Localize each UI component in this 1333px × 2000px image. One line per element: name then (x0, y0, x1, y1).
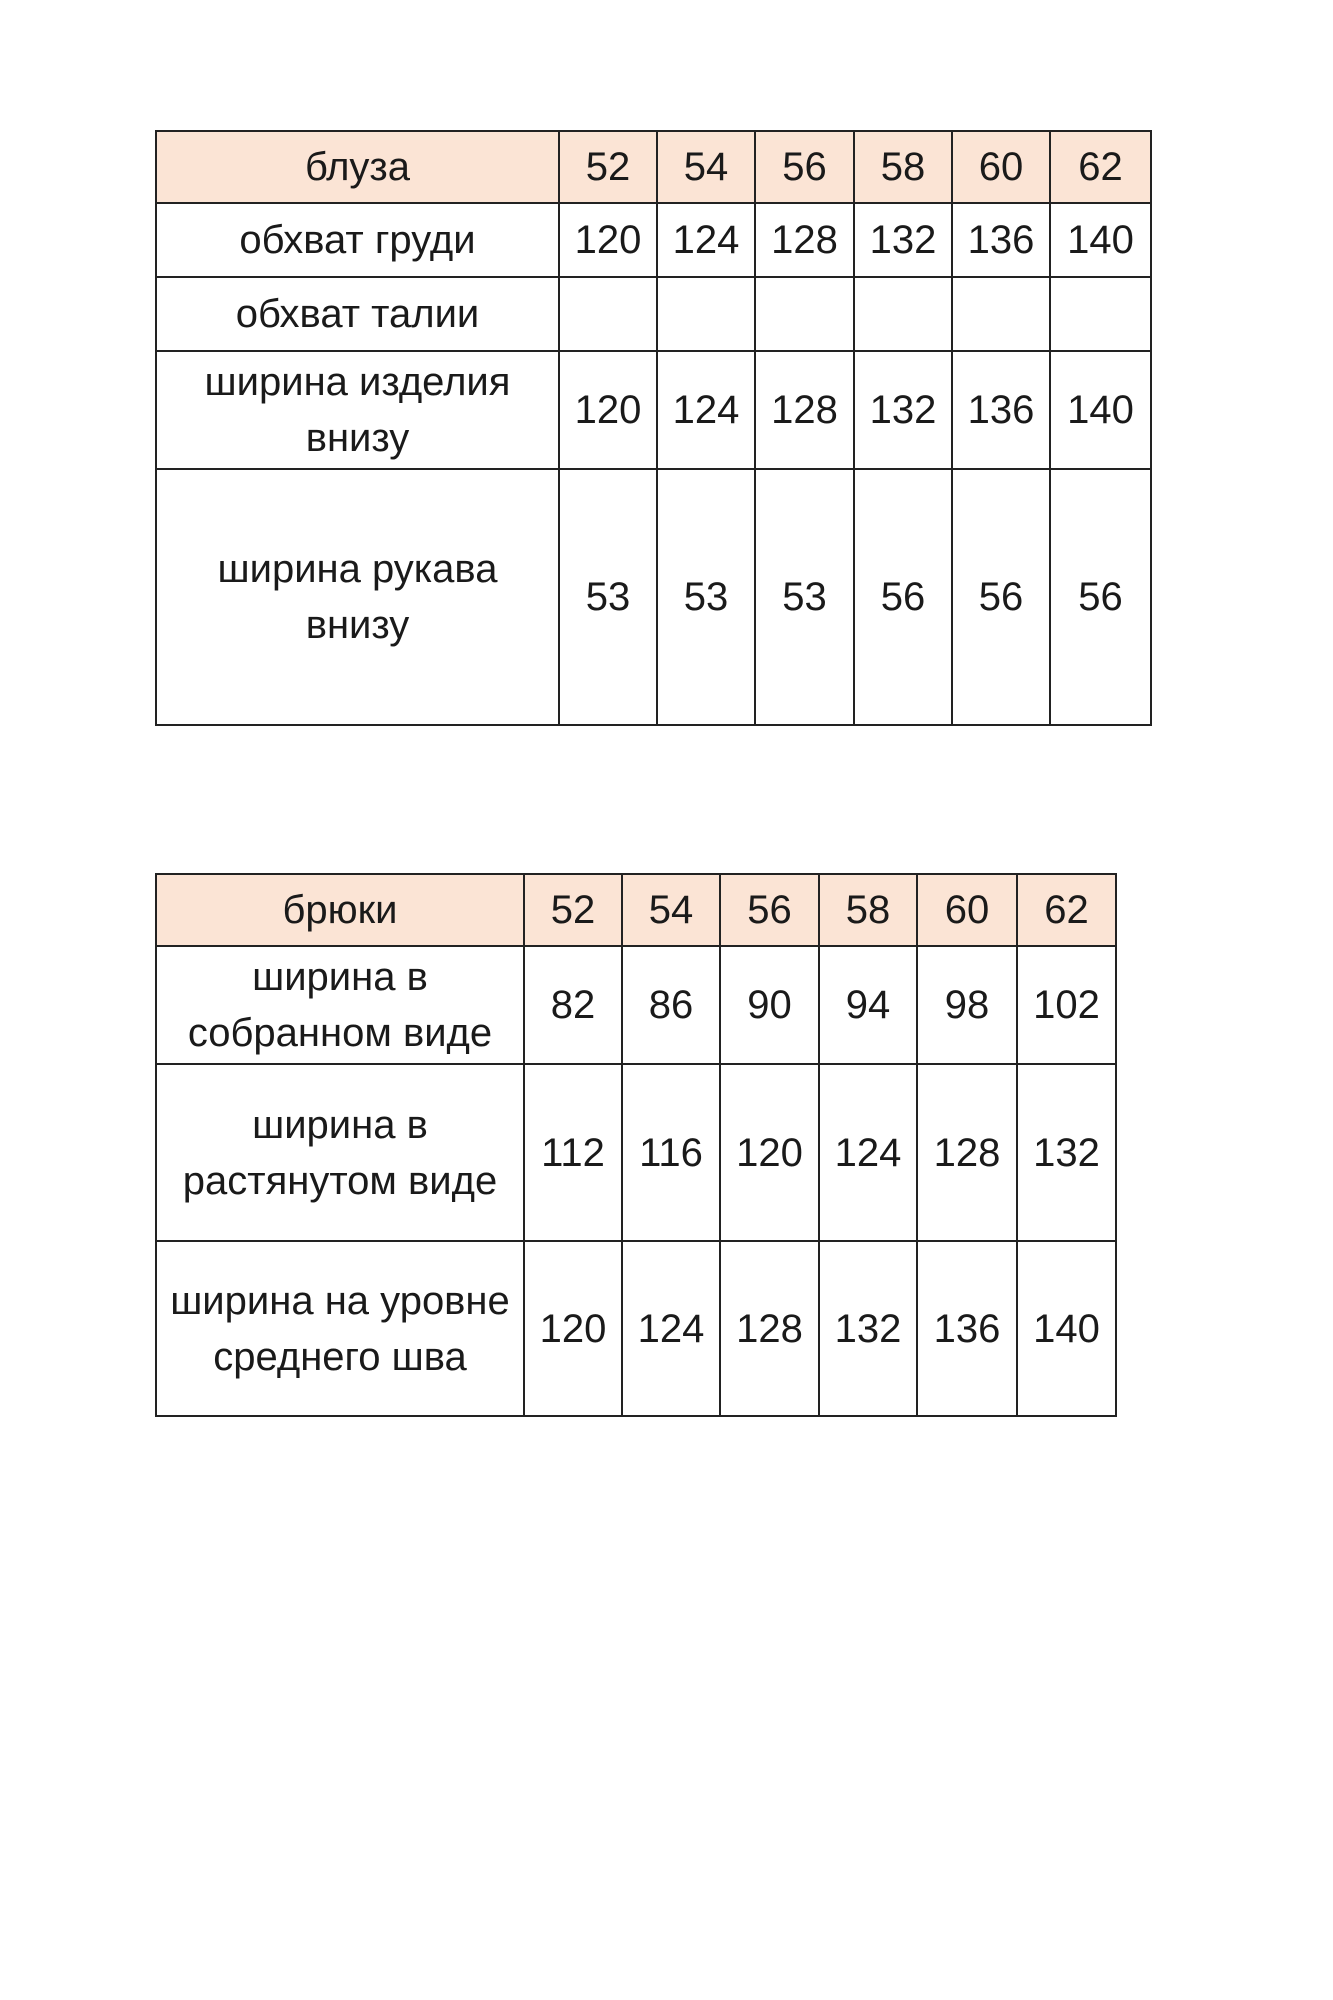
table-cell: 128 (755, 203, 854, 277)
size-54: 54 (657, 131, 755, 203)
table-cell: 102 (1017, 946, 1116, 1064)
table-cell: 124 (622, 1241, 720, 1416)
table-cell: 56 (952, 469, 1050, 725)
size-60: 60 (917, 874, 1017, 946)
trousers-title: брюки (156, 874, 524, 946)
table-cell: 124 (657, 351, 755, 469)
size-56: 56 (720, 874, 819, 946)
table-cell: 120 (559, 203, 657, 277)
table-cell: 53 (559, 469, 657, 725)
table-cell: 98 (917, 946, 1017, 1064)
size-58: 58 (819, 874, 917, 946)
table-cell (755, 277, 854, 351)
table-cell: 120 (524, 1241, 622, 1416)
table-cell: 120 (720, 1064, 819, 1241)
table-cell: 53 (755, 469, 854, 725)
table-cell: 132 (854, 203, 952, 277)
table-cell: 90 (720, 946, 819, 1064)
size-56: 56 (755, 131, 854, 203)
trousers-size-table (155, 873, 1117, 1417)
row-label: ширина рукава внизу (156, 469, 559, 725)
table-cell: 53 (657, 469, 755, 725)
table-cell: 86 (622, 946, 720, 1064)
table-cell: 56 (854, 469, 952, 725)
table-cell: 128 (720, 1241, 819, 1416)
table-cell: 140 (1050, 203, 1151, 277)
size-62: 62 (1050, 131, 1151, 203)
row-label: ширина изделия внизу (156, 351, 559, 469)
row-label: ширина в растянутом виде (156, 1064, 524, 1241)
table-cell: 132 (819, 1241, 917, 1416)
table-cell: 112 (524, 1064, 622, 1241)
table-row (156, 351, 1151, 469)
row-label: ширина в собранном виде (156, 946, 524, 1064)
table-cell: 94 (819, 946, 917, 1064)
row-label: обхват талии (156, 277, 559, 351)
table-row (156, 203, 1151, 277)
size-62: 62 (1017, 874, 1116, 946)
table-cell: 140 (1017, 1241, 1116, 1416)
table-cell: 128 (917, 1064, 1017, 1241)
table-cell: 136 (952, 351, 1050, 469)
table-cell: 136 (952, 203, 1050, 277)
size-54: 54 (622, 874, 720, 946)
table-cell: 132 (854, 351, 952, 469)
size-58: 58 (854, 131, 952, 203)
table-cell: 132 (1017, 1064, 1116, 1241)
table-row (156, 946, 1116, 1064)
blouse-size-table (155, 130, 1152, 726)
size-52: 52 (559, 131, 657, 203)
table-cell (1050, 277, 1151, 351)
table-row (156, 1241, 1116, 1416)
row-label: обхват груди (156, 203, 559, 277)
table-cell: 124 (657, 203, 755, 277)
table-cell: 128 (755, 351, 854, 469)
table-cell: 56 (1050, 469, 1151, 725)
table-cell: 120 (559, 351, 657, 469)
table-row (156, 1064, 1116, 1241)
size-60: 60 (952, 131, 1050, 203)
size-52: 52 (524, 874, 622, 946)
table-cell: 136 (917, 1241, 1017, 1416)
table-cell: 124 (819, 1064, 917, 1241)
trousers-header-row (156, 874, 1116, 946)
table-cell: 116 (622, 1064, 720, 1241)
table-cell (559, 277, 657, 351)
blouse-title: блуза (156, 131, 559, 203)
table-cell: 82 (524, 946, 622, 1064)
table-cell (854, 277, 952, 351)
row-label: ширина на уровне среднего шва (156, 1241, 524, 1416)
table-row (156, 469, 1151, 725)
table-cell (952, 277, 1050, 351)
table-row (156, 277, 1151, 351)
table-cell: 140 (1050, 351, 1151, 469)
blouse-header-row (156, 131, 1151, 203)
table-cell (657, 277, 755, 351)
